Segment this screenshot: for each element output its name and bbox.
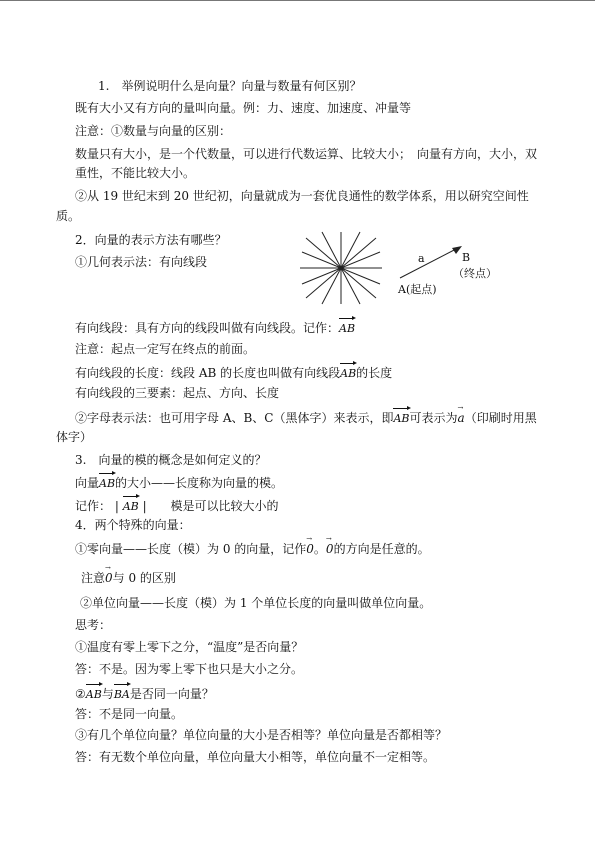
- q2-three-elements: 有向线段的三要素：起点、方向、长度: [75, 386, 280, 400]
- length-text-post: 的长度: [356, 366, 393, 380]
- zero-vector-symbol: → 0: [306, 540, 314, 557]
- q1-definition: 既有大小又有方向的量叫向量。例：力、速度、加速度、冲量等: [75, 101, 412, 115]
- q1-history-line-2: 质。: [56, 209, 81, 223]
- zero-note-pre: 注意: [81, 571, 106, 585]
- q4-zero-vector: [75, 540, 430, 557]
- q4-unit-vector: ②单位向量——长度（模）为 1 个单位长度的向量叫做单位向量。: [80, 596, 432, 610]
- abs-bar-right: |: [142, 499, 147, 513]
- q3-modulus-note: [75, 496, 278, 514]
- q2-length: [75, 363, 392, 381]
- vector-a: → a: [458, 409, 465, 426]
- vector-ab: AB: [99, 473, 115, 491]
- zero-text-mid: 。: [313, 542, 326, 556]
- zero-vector-symbol: → 0: [326, 540, 334, 557]
- q4-think-heading: 思考：: [75, 618, 112, 632]
- abs-bar-left: |: [114, 499, 119, 513]
- segment-def-text: 有向线段：具有方向的线段叫做有向线段。记作：: [75, 321, 340, 335]
- letter-text-mid: 可表示为: [409, 411, 458, 425]
- vector-ab: AB: [393, 408, 409, 426]
- q1-note-heading: 注意：①数量与向量的区别：: [75, 124, 232, 138]
- modulus-text-pre: 向量: [75, 476, 100, 490]
- modulus-note-pre: 记作：: [75, 499, 112, 513]
- q4-think-answer-2: 答：不是同一向量。: [75, 707, 184, 721]
- q4-think-answer-1: 答：不是。因为零上零下也只是大小之分。: [75, 662, 304, 676]
- q1-note-line-1: 数量只有大小，是一个代数量，可以进行代数运算、比较大小； 向量有方向，大小，双: [75, 147, 538, 161]
- question-2-post: 是否同一向量？: [129, 687, 214, 701]
- q4-think-answer-3: 答：有无数个单位向量，单位向量大小相等，单位向量不一定相等。: [75, 750, 436, 764]
- q1-title: 1. 举例说明什么是向量？向量与数量有何区别？: [98, 79, 362, 93]
- star-lines-figure: [298, 228, 384, 308]
- letter-text-pre: ②字母表示法：也可用字母 A、B、C（黑体字）来表示，即: [75, 411, 394, 425]
- q2-start-note: 注意：起点一定写在终点的前面。: [75, 342, 256, 356]
- zero-vector-symbol: → 0: [105, 569, 113, 586]
- vector-ab: AB: [339, 318, 355, 336]
- modulus-note-post: 模是可以比较大小的: [170, 499, 279, 513]
- q1-note-line-2: 重性，不能比较大小。: [75, 166, 196, 180]
- zero-text-pre: ①零向量——长度（模）为 0 的向量，记作: [75, 542, 307, 556]
- question-2-mid: 与: [101, 687, 114, 701]
- vector-ab: AB: [123, 496, 139, 514]
- q4-think-question-1: ①温度有零上零下之分，“温度”是否向量？: [75, 640, 304, 654]
- vector-ab: AB: [86, 684, 102, 702]
- q4-title: 4．两个特殊的向量：: [75, 518, 191, 532]
- header-rule: [0, 0, 595, 1]
- q2-segment-def: [75, 318, 355, 336]
- q3-modulus-def: [75, 473, 283, 491]
- figure-label-end: （终点）: [453, 267, 497, 280]
- q2-letter-wrap: 体字）: [56, 430, 93, 444]
- q3-title: 3. 向量的模的概念是如何定义的？: [75, 453, 267, 467]
- figure-label-start: A(起点): [398, 283, 437, 296]
- q2-title: 2．向量的表示方法有哪些？: [75, 233, 227, 247]
- figure-label-a: a: [418, 252, 425, 265]
- vector-ba: BA: [114, 684, 130, 702]
- q2-geometric: ①几何表示法：有向线段: [75, 255, 208, 269]
- question-2-pre: ②: [75, 687, 86, 701]
- q2-letter-notation: [75, 408, 537, 426]
- q4-think-question-2: [75, 684, 214, 702]
- q4-think-question-3: ③有几个单位向量？单位向量的大小是否相等？单位向量是否都相等？: [75, 728, 448, 742]
- length-text-pre: 有向线段的长度：线段 AB 的长度也叫做有向线段: [75, 366, 341, 380]
- q4-zero-note: [81, 569, 176, 586]
- zero-note-post: 与 0 的区别: [112, 571, 176, 585]
- letter-text-post: （印刷时用黑: [464, 411, 537, 425]
- figure-label-b: B: [462, 251, 471, 264]
- zero-text-post: 的方向是任意的。: [333, 542, 430, 556]
- q1-history-line-1: ②从 19 世纪末到 20 世纪初，向量就成为一套优良通性的数学体系，用以研究空间性: [75, 189, 529, 203]
- modulus-text-post: 的大小——长度称为向量的模。: [115, 476, 284, 490]
- vector-ab: AB: [340, 363, 356, 381]
